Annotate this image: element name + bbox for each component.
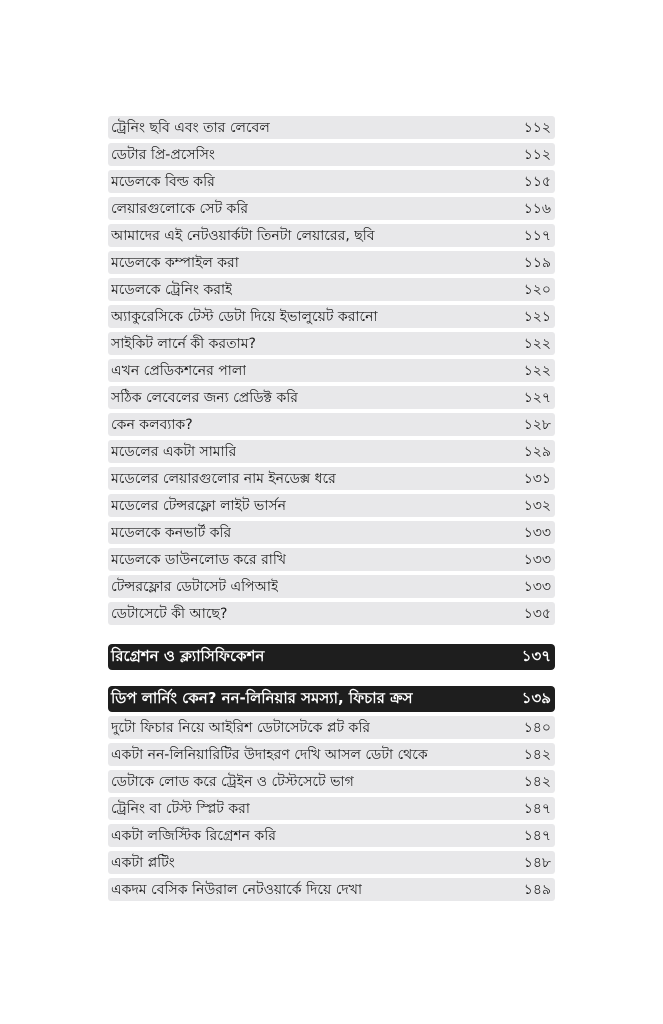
toc-entry[interactable] — [108, 440, 555, 463]
toc-entry[interactable] — [108, 143, 555, 166]
toc-entry[interactable] — [108, 197, 555, 220]
toc-entry-page-number: ১২৮ — [523, 416, 551, 433]
toc-entry[interactable] — [108, 251, 555, 274]
toc-entry[interactable] — [108, 359, 555, 382]
toc-entry[interactable] — [108, 797, 555, 820]
toc-entry-page-number: ১৪২ — [523, 746, 551, 763]
chapter-title: ডিপ লার্নিং কেন? নন-লিনিয়ার সমস্যা, ফিচার ক্রস — [111, 688, 413, 707]
toc-section-a — [108, 116, 555, 625]
chapter-page-number: ১৩৯ — [521, 688, 551, 707]
toc-entry-title: মডেলকে ডাউনলোড করে রাখি — [111, 551, 287, 568]
toc-entry[interactable] — [108, 602, 555, 625]
toc-entry-page-number: ১৪০ — [523, 719, 551, 736]
toc-entry-title: ট্রেনিং বা টেস্ট স্প্লিট করা — [111, 800, 250, 817]
toc-entry-title: কেন কলব্যাক? — [111, 416, 193, 433]
toc-entry[interactable] — [108, 170, 555, 193]
toc-entry[interactable] — [108, 305, 555, 328]
toc-entry-page-number: ১৩৩ — [523, 551, 551, 568]
toc-entry-title: লেয়ারগুলোকে সেট করি — [111, 200, 249, 217]
toc-entry-title: মডেলকে বিল্ড করি — [111, 173, 215, 190]
toc-entry-title: মডেলকে ট্রেনিং করাই — [111, 281, 233, 298]
table-of-contents — [108, 116, 555, 905]
toc-entry-title: মডেলকে কম্পাইল করা — [111, 254, 239, 271]
toc-entry-title: ডেটাকে লোড করে ট্রেইন ও টেস্টসেটে ভাগ — [111, 773, 354, 790]
toc-entry-page-number: ১৩১ — [523, 470, 551, 487]
toc-entry[interactable] — [108, 878, 555, 901]
toc-entry-page-number: ১৩৩ — [523, 578, 551, 595]
chapter-title: রিগ্রেশন ও ক্ল্যাসিফিকেশন — [111, 646, 265, 665]
toc-entry[interactable] — [108, 548, 555, 571]
toc-entry[interactable] — [108, 824, 555, 847]
toc-entry[interactable] — [108, 386, 555, 409]
toc-entry-page-number: ১১৯ — [523, 254, 551, 271]
toc-entry-page-number: ১৪৭ — [523, 827, 551, 844]
toc-entry-title: মডেলকে কনভার্ট করি — [111, 524, 232, 541]
toc-entry-title: একটা লজিস্টিক রিগ্রেশন করি — [111, 827, 276, 844]
toc-entry-title: মডেলের টেন্সরফ্লো লাইট ভার্সন — [111, 497, 287, 514]
toc-entry[interactable] — [108, 851, 555, 874]
toc-section-b — [108, 716, 555, 901]
toc-entry-page-number: ১২১ — [523, 308, 551, 325]
toc-entry-page-number: ১৪৭ — [523, 800, 551, 817]
toc-entry-page-number: ১১৭ — [523, 227, 551, 244]
toc-entry[interactable] — [108, 770, 555, 793]
toc-entry-page-number: ১২০ — [523, 281, 551, 298]
toc-entry[interactable] — [108, 224, 555, 247]
toc-entry-title: মডেলের একটা সামারি — [111, 443, 237, 460]
toc-entry-page-number: ১৩২ — [523, 497, 551, 514]
toc-entry-page-number: ১২৯ — [523, 443, 551, 460]
toc-entry[interactable] — [108, 332, 555, 355]
chapter-page-number: ১৩৭ — [521, 646, 551, 665]
toc-entry[interactable] — [108, 116, 555, 139]
toc-entry-title: ডেটার প্রি-প্রসেসিং — [111, 146, 215, 163]
toc-chapter-heading[interactable] — [108, 644, 555, 670]
toc-entry-title: আমাদের এই নেটওয়ার্কটা তিনটা লেয়ারের, ছবি — [111, 227, 375, 244]
toc-entry-page-number: ১৪৯ — [523, 881, 551, 898]
toc-entry-title: ট্রেনিং ছবি এবং তার লেবেল — [111, 119, 270, 136]
toc-chapter-heading[interactable] — [108, 686, 555, 712]
toc-entry[interactable] — [108, 494, 555, 517]
toc-entry-page-number: ১২২ — [523, 335, 551, 352]
toc-entry-page-number: ১৩৩ — [523, 524, 551, 541]
toc-entry-page-number: ১৪২ — [523, 773, 551, 790]
toc-entry[interactable] — [108, 743, 555, 766]
toc-entry-page-number: ১১৬ — [523, 200, 551, 217]
toc-entry[interactable] — [108, 278, 555, 301]
toc-entry-page-number: ১১২ — [523, 119, 551, 136]
toc-entry-title: একদম বেসিক নিউরাল নেটওয়ার্কে দিয়ে দেখা — [111, 881, 363, 898]
toc-entry-page-number: ১২২ — [523, 362, 551, 379]
toc-entry-page-number: ১৩৫ — [523, 605, 551, 622]
toc-entry-page-number: ১৪৮ — [523, 854, 551, 871]
toc-entry-title: এখন প্রেডিকশনের পালা — [111, 362, 247, 379]
toc-entry-page-number: ১২৭ — [523, 389, 551, 406]
toc-entry-title: একটা নন-লিনিয়ারিটির উদাহরণ দেখি আসল ডেটা থেকে — [111, 746, 428, 763]
toc-entry[interactable] — [108, 575, 555, 598]
toc-entry[interactable] — [108, 521, 555, 544]
toc-entry-title: ডেটাসেটে কী আছে? — [111, 605, 228, 622]
toc-entry-page-number: ১১২ — [523, 146, 551, 163]
toc-entry-title: দুটো ফিচার নিয়ে আইরিশ ডেটাসেটকে প্লট করি — [111, 719, 371, 736]
toc-entry[interactable] — [108, 467, 555, 490]
toc-entry[interactable] — [108, 716, 555, 739]
toc-entry-title: সাইকিট লার্নে কী করতাম? — [111, 335, 256, 352]
toc-entry-title: মডেলের লেয়ারগুলোর নাম ইনডেক্স ধরে — [111, 470, 336, 487]
toc-entry[interactable] — [108, 413, 555, 436]
toc-entry-title: অ্যাকুরেসিকে টেস্ট ডেটা দিয়ে ইভালুয়েট করানো — [111, 308, 378, 325]
toc-entry-title: টেন্সরফ্লোর ডেটাসেট এপিআই — [111, 578, 279, 595]
toc-entry-title: একটা প্লটিং — [111, 854, 175, 871]
toc-entry-title: সঠিক লেবেলের জন্য প্রেডিক্ট করি — [111, 389, 298, 406]
toc-entry-page-number: ১১৫ — [523, 173, 551, 190]
